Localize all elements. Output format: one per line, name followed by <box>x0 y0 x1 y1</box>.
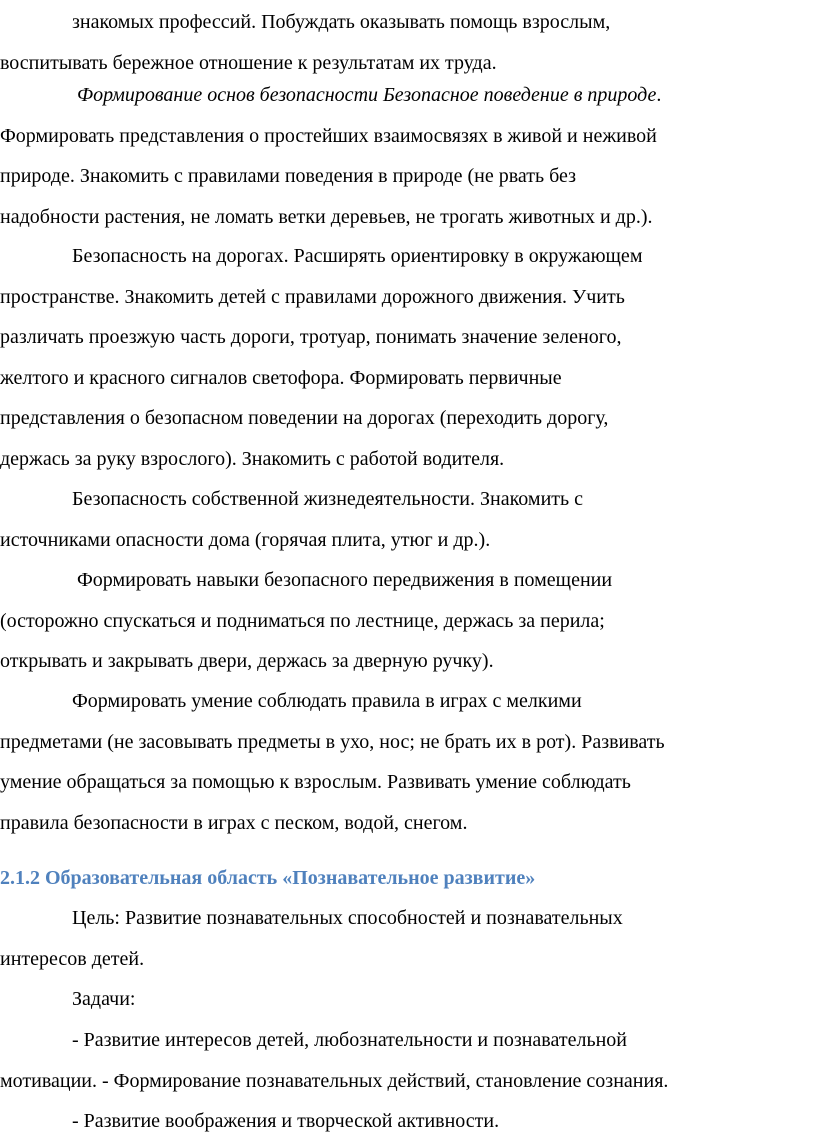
paragraph-road-safety <box>0 236 816 480</box>
text-line: предметами (не засовывать предметы в ухо, нос; не брать их в рот). Развивать <box>0 730 665 753</box>
section-heading: 2.1.2 Образовательная область «Познавательное развитие» <box>0 867 536 889</box>
text-line: умение обращаться за помощью к взрослым. Развивать умение соблюдать <box>0 771 631 794</box>
text-line: интересов детей. <box>0 947 145 970</box>
text-line: источниками опасности дома (горячая плита, утюг и др.). <box>0 528 491 551</box>
text-line: природе. Знакомить с правилами поведения в природе (не рвать без <box>0 165 577 188</box>
italic-subheading: Формирование основ безопасности Безопасное поведение в природе <box>77 84 657 106</box>
text-line <box>0 75 816 116</box>
paragraph-task-list <box>0 1020 816 1101</box>
text-line: воспитывать бережное отношение к результатам их труда. <box>0 51 497 74</box>
text-line: (осторожно спускаться и подниматься по лестнице, держась за перила; <box>0 609 605 632</box>
paragraph-goal <box>0 898 816 979</box>
text-line: представления о безопасном поведении на дорогах (переходить дорогу, <box>0 407 609 430</box>
text-line: Формировать умение соблюдать правила в играх с мелкими <box>72 690 582 712</box>
text-line: Безопасность собственной жизнедеятельности. Знакомить с <box>72 488 584 510</box>
text-line: правила безопасности в играх с песком, водой, снегом. <box>0 811 468 834</box>
paragraph-task-imagination <box>0 1101 816 1142</box>
paragraph-indoor-movement <box>0 560 816 682</box>
text-line: желтого и красного сигналов светофора. Формировать первичные <box>0 366 562 389</box>
text-line: - Развитие интересов детей, любознательности и познавательной <box>72 1029 627 1051</box>
text-line: Безопасность на дорогах. Расширять ориентировку в окружающем <box>72 245 643 267</box>
paragraph-nature-safety <box>0 75 816 237</box>
text-line: различать проезжую часть дороги, тротуар, понимать значение зеленого, <box>0 326 622 349</box>
text-line: знакомых профессий. Побуждать оказывать помощь взрослым, <box>72 11 611 33</box>
text-line: открывать и закрывать двери, держась за дверную ручку). <box>0 650 494 673</box>
text-line: пространстве. Знакомить детей с правилами дорожного движения. Учить <box>0 285 625 308</box>
paragraph-small-objects <box>0 681 816 843</box>
paragraph-continuation <box>0 2 816 83</box>
subheading-period: . <box>656 84 662 106</box>
text-line: мотивации. - Формирование познавательных действий, становление сознания. <box>0 1069 669 1092</box>
paragraph-home-safety <box>0 479 816 560</box>
text-line: - Развитие воображения и творческой активности. <box>72 1110 500 1132</box>
text-line: Цель: Развитие познавательных способностей и познавательных <box>72 907 623 929</box>
text-line: держась за руку взрослого). Знакомить с работой водителя. <box>0 447 505 470</box>
text-line: надобности растения, не ломать ветки деревьев, не трогать животных и др.). <box>0 205 653 228</box>
text-line: Формировать представления о простейших взаимосвязях в живой и неживой <box>0 124 657 147</box>
paragraph-tasks-label <box>0 979 816 1020</box>
text-line: Формировать навыки безопасного передвижения в помещении <box>77 569 613 591</box>
text-line: Задачи: <box>72 988 136 1010</box>
